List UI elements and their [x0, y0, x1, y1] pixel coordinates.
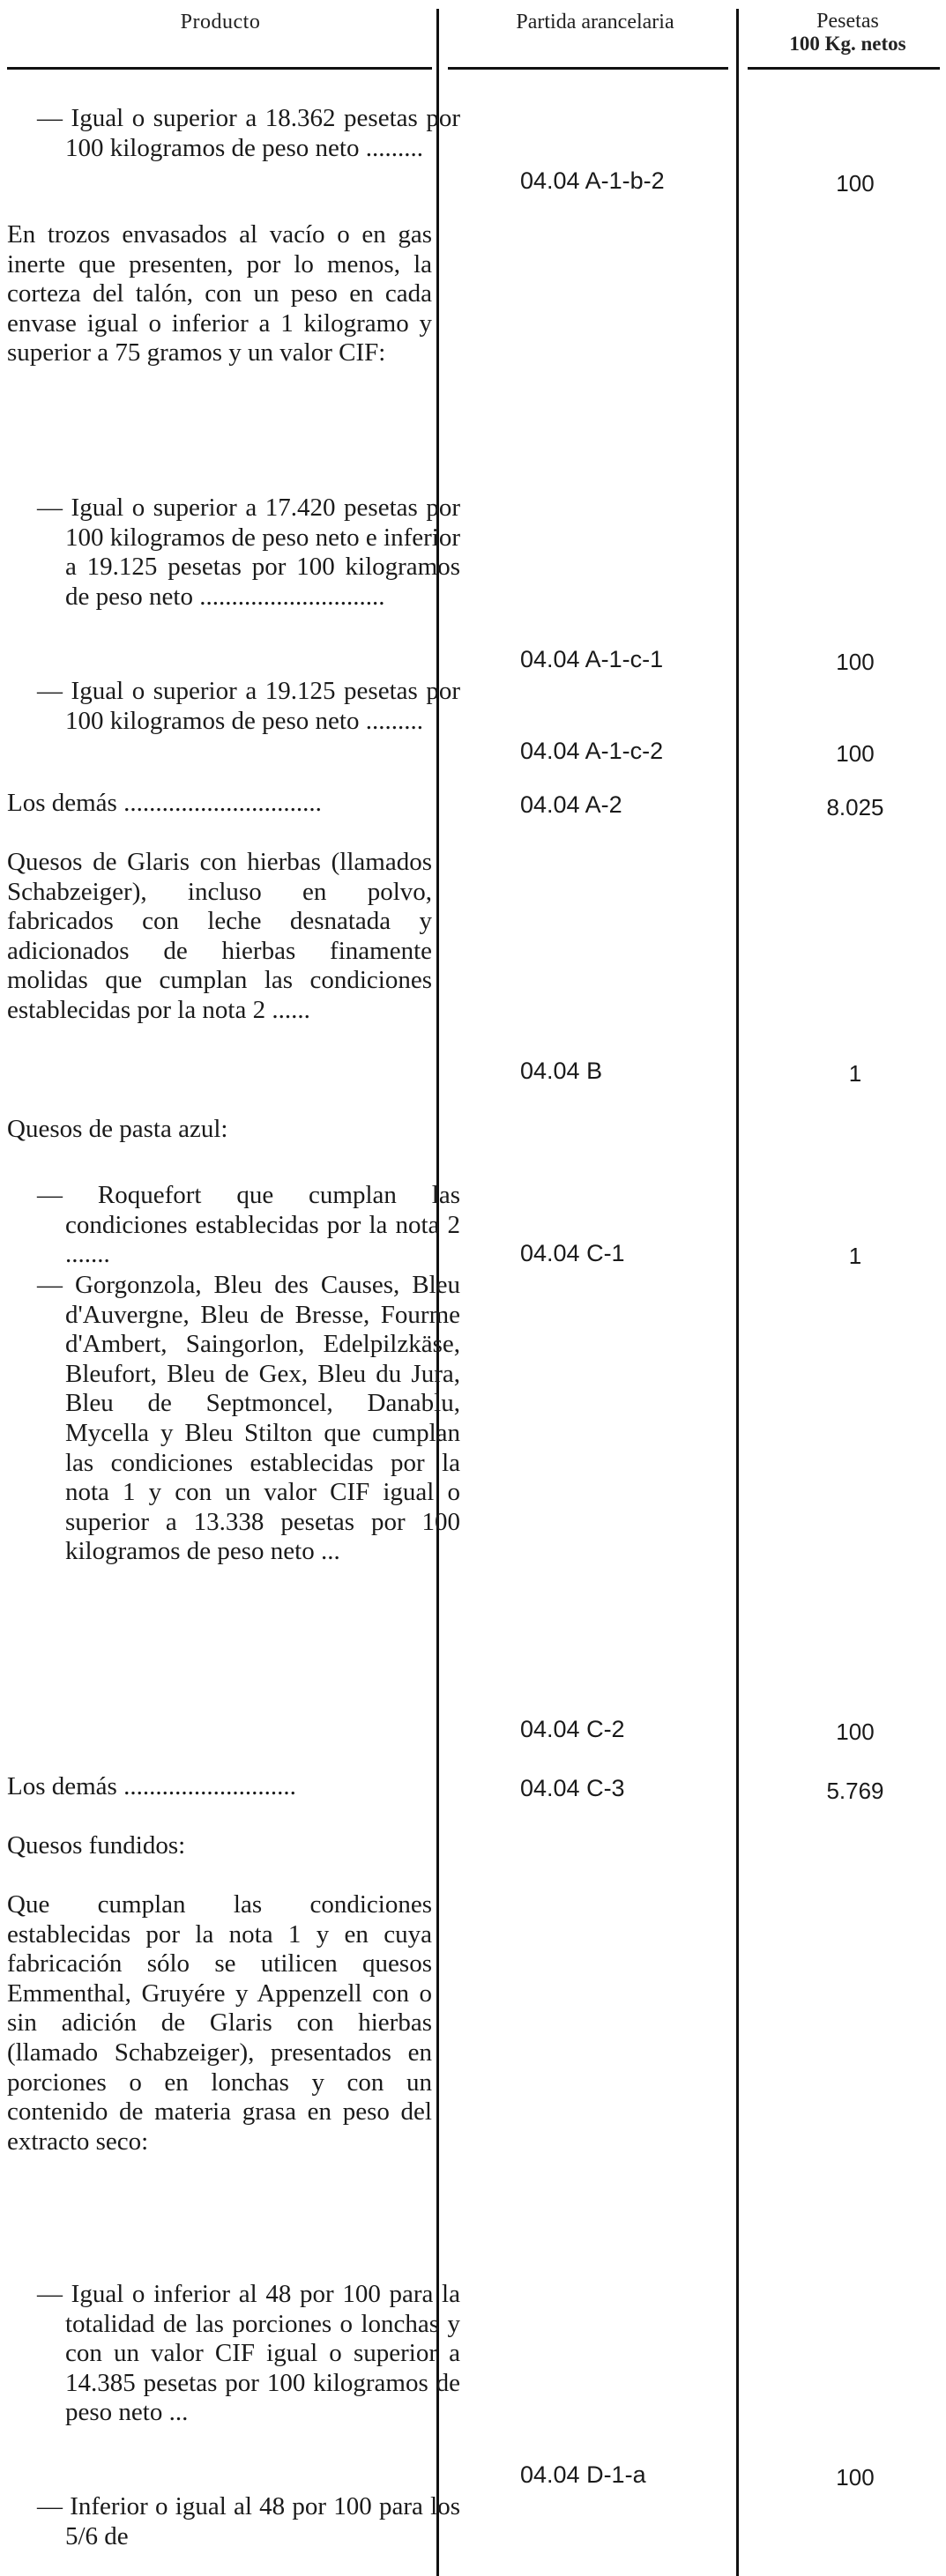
product-text: — Gorgonzola, Bleu des Causes, Bleu d'Auvergne, Bleu de Bresse, Fourme d'Ambert, Saingorlon, Edelpilzkäse, Bleufort, Bleu de Gex, Bleu du Jura, Bleu de Septmoncel, Danablu, Mycella y Bleu Stilton que cumplan las condiciones establecidas por la nota 1 y con un valor CIF igual o superior a 13.338 pesetas por 100 kilogramos de peso neto ...: [37, 1271, 460, 1566]
section-heading: Quesos de pasta azul:: [7, 1115, 228, 1143]
rate-value: 5.769: [826, 1778, 884, 1804]
header-partida: Partida arancelaria: [516, 11, 674, 33]
header-rule-3: [748, 67, 940, 70]
header-rule-2: [448, 67, 728, 70]
tariff-code: 04.04 A-2: [520, 791, 622, 818]
section-heading: Quesos fundidos:: [7, 1831, 186, 1860]
product-text: — Igual o superior a 19.125 pesetas por 100 kilogramos de peso neto .........: [37, 677, 460, 735]
product-text: Que cumplan las condiciones establecidas por la nota 1 y en cuya fabricación sólo se utilicen quesos Emmenthal, Gruyére y Appenzell con o sin adición de Glaris con hierbas (llamado Schabzeiger), presentados en porciones o en lonchas y con un contenido de materia grasa en peso del extracto seco:: [7, 1890, 432, 2156]
tariff-code: 04.04 A-1-c-2: [520, 738, 664, 764]
product-text: — Inferior o igual al 48 por 100 para los 5/6 de: [37, 2492, 460, 2550]
rate-value: 100: [836, 740, 875, 767]
tariff-code: 04.04 C-1: [520, 1240, 625, 1266]
column-divider-2: [736, 9, 739, 2576]
rate-value: 100: [836, 1719, 875, 1745]
header-pesetas: [749, 11, 946, 55]
header-pesetas-sub: 100 Kg. netos: [789, 33, 906, 55]
product-text: Los demás ...........................: [7, 1772, 296, 1800]
rate-value: 1: [848, 1243, 862, 1269]
product-text: — Roquefort que cumplan las condiciones establecidas por la nota 2 .......: [37, 1181, 460, 1269]
rate-value: 100: [836, 170, 875, 197]
rate-value: 8.025: [826, 794, 884, 820]
rate-value: 1: [848, 1060, 862, 1087]
rate-value: 100: [836, 2464, 875, 2491]
tariff-code: 04.04 C-2: [520, 1716, 625, 1742]
product-text: En trozos envasados al vacío o en gas inerte que presenten, por lo menos, la corteza del talón, con un peso en cada envase igual o inferior a 1 kilogramo y superior a 75 gramos y un valor CIF:: [7, 220, 432, 367]
product-text: Los demás ...............................: [7, 789, 322, 817]
header-producto: Producto: [180, 11, 261, 33]
product-text: Quesos de Glaris con hierbas (llamados Schabzeiger), incluso en polvo, fabricados con leche desnatada y adicionados de hierbas finamente molidas que cumplan las condiciones establecidas por la nota 2 ......: [7, 848, 432, 1024]
product-text: — Igual o superior a 18.362 pesetas por 100 kilogramos de peso neto .........: [37, 104, 460, 162]
tariff-code: 04.04 C-3: [520, 1775, 625, 1801]
tariff-code: 04.04 A-1-c-1: [520, 646, 664, 672]
header-pesetas-label: Pesetas: [816, 10, 879, 33]
tariff-code: 04.04 A-1-b-2: [520, 167, 665, 194]
tariff-code: 04.04 B: [520, 1058, 603, 1084]
header-rule-1: [7, 67, 432, 70]
product-text: — Igual o inferior al 48 por 100 para la totalidad de las porciones o lonchas y con un valor CIF igual o superior a 14.385 pesetas por 100 kilogramos de peso neto ...: [37, 2280, 460, 2427]
product-text: — Igual o superior a 17.420 pesetas por 100 kilogramos de peso neto e inferior a 19.125 pesetas por 100 kilogramos de peso neto .............................: [37, 494, 460, 611]
rate-value: 100: [836, 649, 875, 675]
tariff-code: 04.04 D-1-a: [520, 2461, 646, 2488]
